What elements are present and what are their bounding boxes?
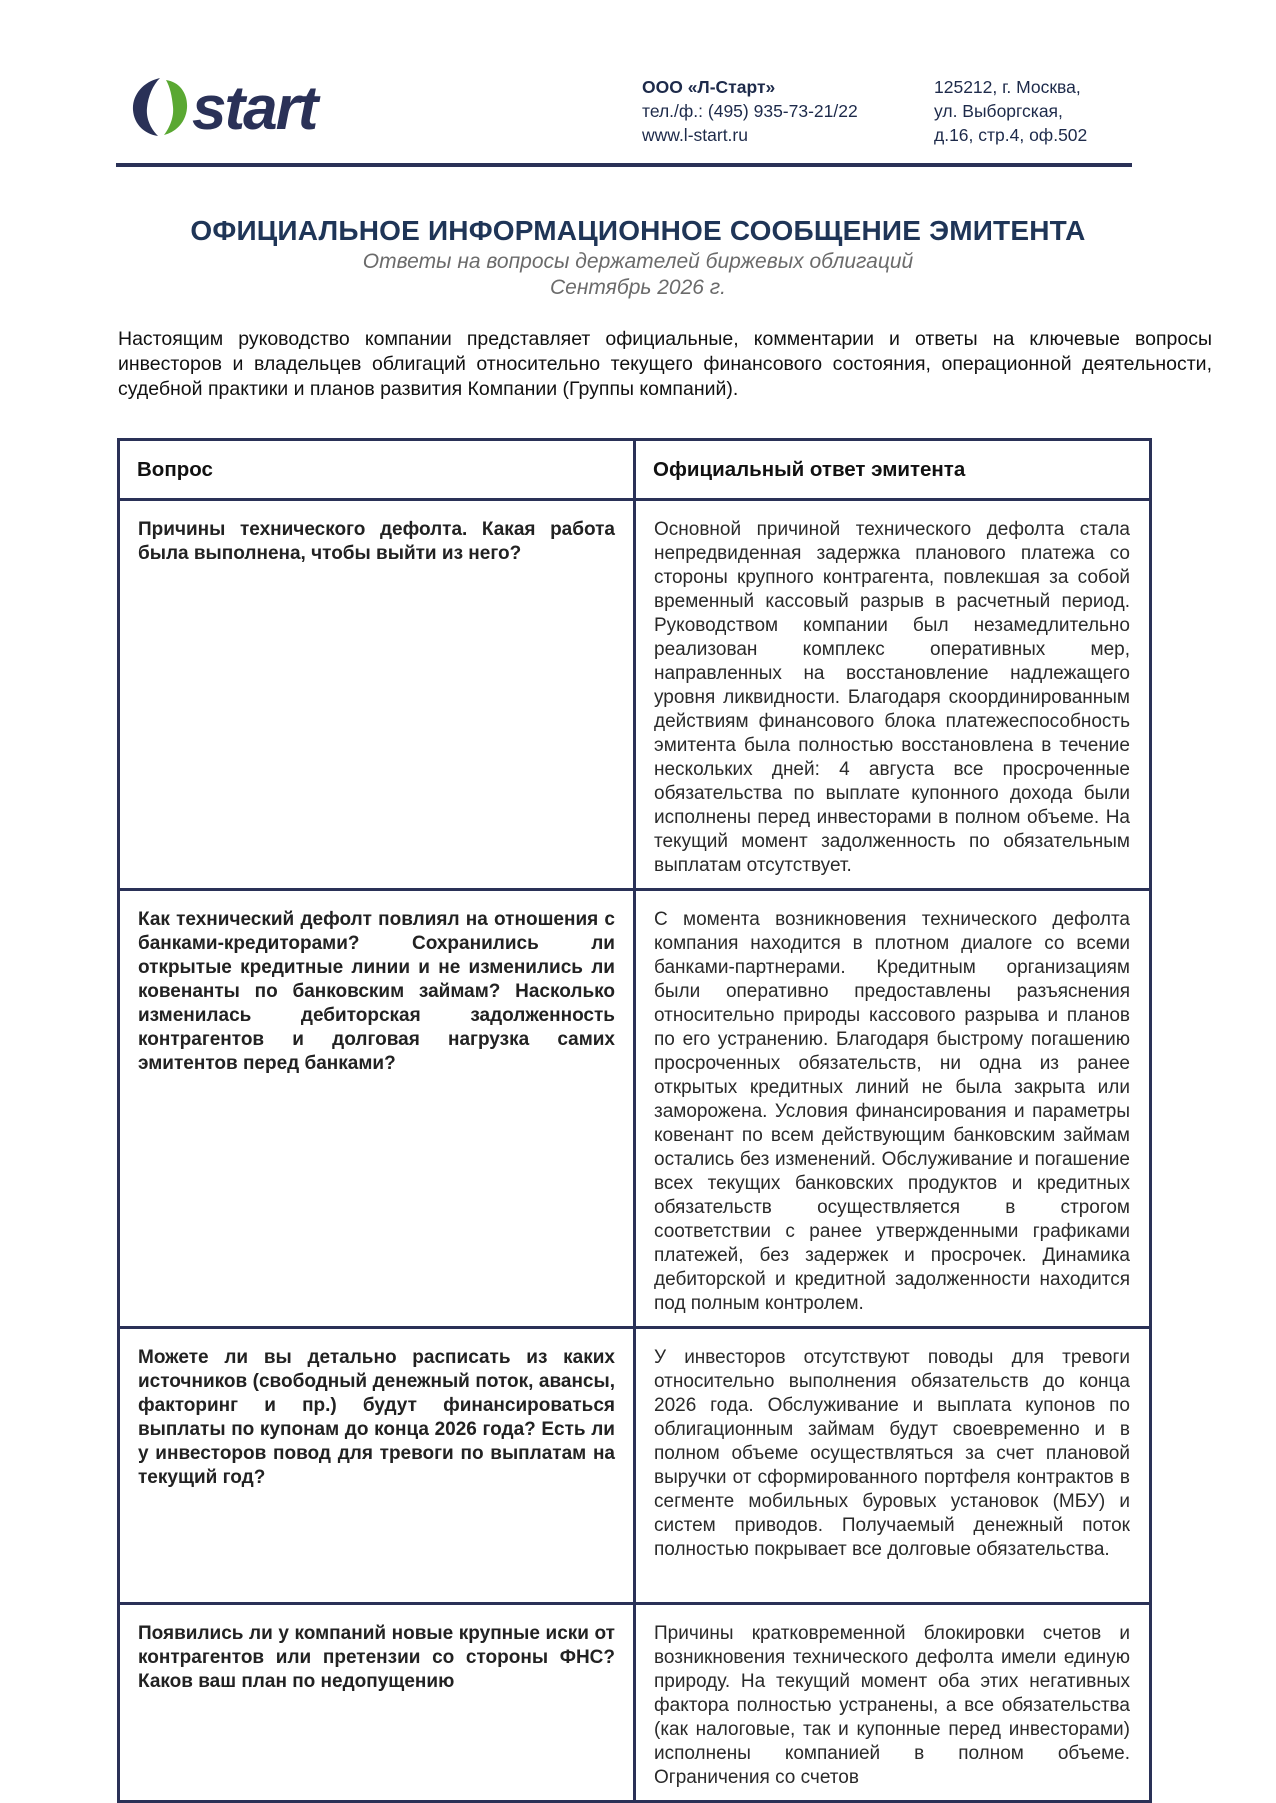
table-row xyxy=(119,1328,1151,1604)
answer-cell: Причины кратковременной блокировки счетов и возникновения технического дефолта имели единую природу. На текущий момент оба этих негативных фактора полностью устранены, а все обязательства (как налоговые, так и купонные перед инвесторами) исполнены компанией в полном объеме. Ограничения со счетов xyxy=(635,1604,1151,1802)
answer-cell: С момента возникновения технического дефолта компания находится в плотном диалоге со всеми банками-партнерами. Кредитным организациям были оперативно предоставлены разъяснения относительно природы кассового разрыва и планов по его устранению. Благодаря быстрому погашению просроченных обязательств, ни одна из ранее открытых кредитных линий не была закрыта или заморожена. Условия финансирования и параметры ковенант по всем действующим банковским займам остались без изменений. Обслуживание и погашение всех текущих банковских продуктов и кредитных обязательств осуществляется в строгом соответствии с ранее утвержденными графиками платежей, без задержек и просрочек. Динамика дебиторской и кредитной задолженности находится под полным контролем. xyxy=(635,890,1151,1328)
company-phone: тел./ф.: (495) 935-73-21/22 xyxy=(642,101,858,121)
answer-column-header: Официальный ответ эмитента xyxy=(635,440,1151,500)
intro-paragraph: Настоящим руководство компании представляет официальные, комментарии и ответы на ключевые вопросы инвесторов и владельцев облигаций относительно текущего финансового состояния, операционной деятельности, судебной практики и планов развития Компании (Группы компаний). xyxy=(118,328,1212,400)
question-cell: Как технический дефолт повлиял на отношения с банками-кредиторами? Сохранились ли открытые кредитные линии и не изменились ли ковенанты по банковским займам? Насколько изменилась дебиторская задолженность контрагентов и долговая нагрузка самих эмитентов перед банками? xyxy=(119,890,635,1328)
table-row xyxy=(119,1604,1151,1802)
company-website: www.l-start.ru xyxy=(642,125,748,145)
company-logo xyxy=(130,72,380,142)
question-column-header: Вопрос xyxy=(119,440,635,500)
qa-table xyxy=(117,438,1152,1803)
logo-wordmark: start xyxy=(192,74,317,143)
company-name: ООО «Л-Старт» xyxy=(642,77,776,97)
table-row xyxy=(119,890,1151,1328)
header-divider xyxy=(116,163,1132,167)
document-date: Сентябрь 2026 г. xyxy=(550,276,726,299)
question-cell: Появились ли у компаний новые крупные иски от контрагентов или претензии со стороны ФНС? Каков ваш план по недопущению xyxy=(119,1604,635,1802)
logo-emblem-left xyxy=(133,78,160,136)
question-cell: Причины технического дефолта. Какая работа была выполнена, чтобы выйти из него? xyxy=(119,500,635,890)
question-cell: Можете ли вы детально расписать из каких источников (свободный денежный поток, авансы, факторинг и пр.) будут финансироваться выплаты по купонам до конца 2026 года? Есть ли у инвесторов повод для тревоги по выплатам на текущий год? xyxy=(119,1328,635,1604)
address-line-3: д.16, стр.4, оф.502 xyxy=(934,125,1088,145)
company-address xyxy=(934,75,1087,147)
document-title: ОФИЦИАЛЬНОЕ ИНФОРМАЦИОННОЕ СООБЩЕНИЕ ЭМИТЕНТА xyxy=(190,215,1086,246)
address-line-2: ул. Выборгская, xyxy=(934,101,1063,121)
company-contacts xyxy=(642,75,858,147)
document-subtitle: Ответы на вопросы держателей биржевых облигаций xyxy=(362,250,914,273)
table-row xyxy=(119,500,1151,890)
answer-cell: Основной причиной технического дефолта стала непредвиденная задержка планового платежа со стороны крупного контрагента, повлекшая за собой временный кассовый разрыв в расчетный период. Руководством компании был незамедлительно реализован комплекс оперативных мер, направленных на восстановление надлежащего уровня ликвидности. Благодаря скоординированным действиям финансового блока платежеспособность эмитента была полностью восстановлена в течение нескольких дней: 4 августа все просроченные обязательства по выплате купонного дохода были исполнены перед инвесторами в полном объеме. На текущий момент задолженность по обязательным выплатам отсутствует. xyxy=(635,500,1151,890)
answer-cell: У инвесторов отсутствуют поводы для тревоги относительно выполнения обязательств до конца 2026 года. Обслуживание и выплата купонов по облигационным займам будут своевременно и в полном объеме осуществляться за счет плановой выручки от сформированного портфеля контрактов в сегменте мобильных буровых установок (МБУ) и систем приводов. Получаемый денежный поток полностью покрывает все долговые обязательства. xyxy=(635,1328,1151,1604)
logo-emblem-right xyxy=(164,80,187,135)
address-line-1: 125212, г. Москва, xyxy=(934,77,1081,97)
table-header-row xyxy=(119,440,1151,500)
